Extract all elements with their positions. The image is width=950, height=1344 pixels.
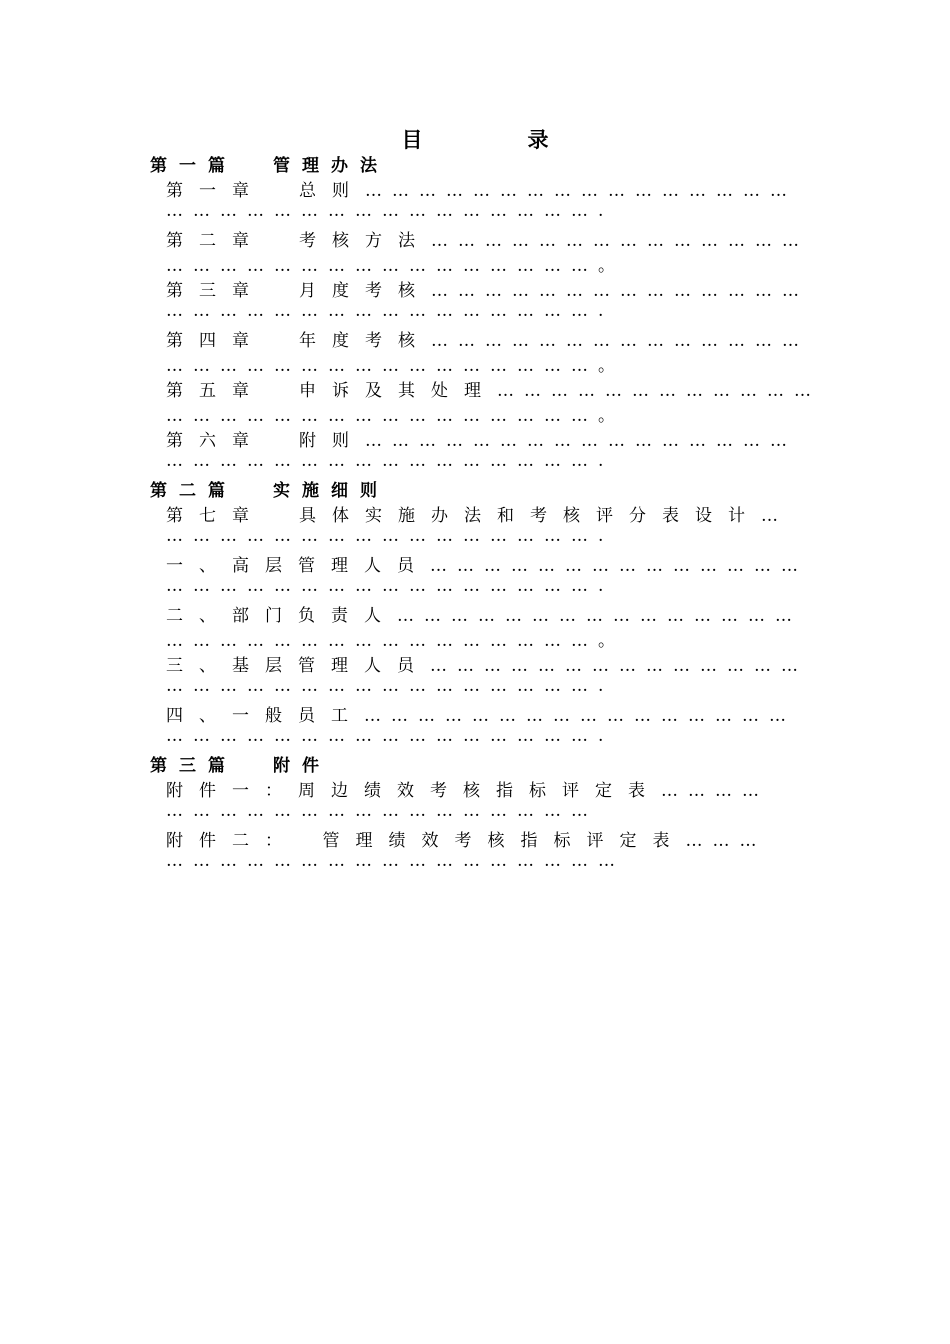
toc-entry-cont — [166, 351, 615, 376]
toc-entry-cont — [166, 726, 603, 746]
entry-leader: ………………………………………… — [364, 706, 796, 726]
toc-entry[interactable] — [166, 776, 790, 801]
toc-entry-cont — [166, 626, 615, 651]
toc-entry-cont — [166, 676, 603, 696]
toc-entry-cont — [166, 526, 603, 546]
entry-leader: ………………………………………… — [166, 801, 598, 821]
entry-end: . — [598, 201, 604, 221]
entry-title: 总则 — [299, 181, 365, 201]
toc-entry[interactable] — [166, 176, 797, 201]
entry-end: . — [598, 301, 604, 321]
toc-entry-cont — [166, 251, 615, 276]
toc-entry[interactable] — [166, 226, 809, 251]
entry-chapter: 第一章 — [166, 181, 265, 201]
part-label: 第二篇 — [150, 481, 237, 501]
part-label: 第三篇 — [150, 756, 237, 776]
entry-leader: ………………………………………… — [365, 431, 797, 451]
entry-chapter: 第六章 — [166, 431, 265, 451]
part-name: 管理办法 — [273, 156, 389, 176]
toc-title: 目 录 — [401, 127, 591, 152]
entry-leader: ……………………………… — [497, 381, 821, 401]
toc-entry[interactable] — [166, 376, 821, 401]
entry-leader: ………………………………………… — [166, 676, 598, 696]
entry-end: 。 — [598, 406, 615, 426]
toc-entry[interactable] — [166, 601, 802, 626]
entry-title: 附则 — [299, 431, 365, 451]
entry-leader: ………………………………………… — [166, 406, 598, 426]
toc-entry[interactable] — [166, 426, 797, 451]
toc-entry-cont — [166, 301, 603, 321]
part-heading — [150, 476, 389, 501]
entry-chapter: 第二章 — [166, 231, 265, 251]
entry-end: 。 — [598, 256, 615, 276]
part-name: 实施细则 — [273, 481, 389, 501]
entry-leader: … — [761, 506, 788, 526]
toc-entry[interactable] — [166, 551, 808, 576]
entry-chapter: 第四章 — [166, 331, 265, 351]
entry-leader: …………………………………… — [430, 656, 808, 676]
part-label: 第一篇 — [150, 156, 237, 176]
entry-leader: ………………………………………… — [365, 181, 797, 201]
entry-title: 附件二： 管理绩效考核指标评定表 — [166, 831, 686, 851]
entry-leader: ………………………………………… — [166, 256, 598, 276]
entry-end: . — [598, 726, 604, 746]
entry-leader: ………………………………………… — [166, 201, 598, 221]
toc-entry-cont — [166, 401, 615, 426]
entry-leader: ………………………………………… — [166, 356, 598, 376]
entry-chapter: 第五章 — [166, 381, 265, 401]
entry-chapter: 第七章 — [166, 506, 265, 526]
entry-leader: ……………………………………… — [397, 606, 802, 626]
entry-title: 申诉及其处理 — [299, 381, 497, 401]
entry-title: 四、一般员工 — [166, 706, 364, 726]
entry-title: 一、高层管理人员 — [166, 556, 430, 576]
entry-end: . — [598, 451, 604, 471]
entry-leader: …………………………………… — [430, 556, 808, 576]
entry-leader: …………………………………………… — [166, 851, 625, 871]
toc-entry[interactable] — [166, 701, 796, 726]
entry-title: 二、部门负责人 — [166, 606, 397, 626]
entry-title: 具体实施办法和考核评分表设计 — [299, 506, 761, 526]
entry-leader: ………………………………………… — [166, 526, 598, 546]
entry-title: 年度考核 — [299, 331, 431, 351]
entry-chapter: 第三章 — [166, 281, 265, 301]
entry-end: . — [598, 526, 604, 546]
toc-entry[interactable] — [166, 826, 790, 851]
toc-entry-cont — [166, 851, 625, 871]
entry-leader: ………………………………………… — [166, 301, 598, 321]
entry-leader: …………………………………… — [431, 281, 809, 301]
toc-entry-cont — [166, 801, 598, 821]
entry-leader: ………………………………………… — [166, 576, 598, 596]
toc-entry[interactable] — [166, 276, 809, 301]
part-heading — [150, 151, 389, 176]
entry-leader: …………………………………… — [431, 231, 809, 251]
entry-title: 考核方法 — [299, 231, 431, 251]
part-name: 附件 — [273, 756, 331, 776]
entry-end: 。 — [598, 356, 615, 376]
part-heading — [150, 751, 331, 776]
entry-title: 三、基层管理人员 — [166, 656, 430, 676]
toc-entry[interactable] — [166, 651, 808, 676]
entry-leader: ………………………………………… — [166, 631, 598, 651]
entry-end: . — [598, 576, 604, 596]
entry-leader: …………………………………… — [431, 331, 809, 351]
entry-leader: ………………………………………… — [166, 726, 598, 746]
entry-leader: ……… — [685, 831, 767, 851]
toc-entry[interactable] — [166, 326, 809, 351]
entry-end: 。 — [598, 631, 615, 651]
toc-entry-cont — [166, 576, 603, 596]
toc-entry[interactable] — [166, 501, 790, 526]
entry-title: 月度考核 — [299, 281, 431, 301]
toc-entry-cont — [166, 451, 603, 471]
toc-entry-cont — [166, 201, 603, 221]
entry-leader: ………………………………………… — [166, 451, 598, 471]
entry-leader: ………… — [661, 781, 769, 801]
entry-title: 附件一：周边绩效考核指标评定表 — [166, 781, 661, 801]
entry-end: . — [598, 676, 604, 696]
